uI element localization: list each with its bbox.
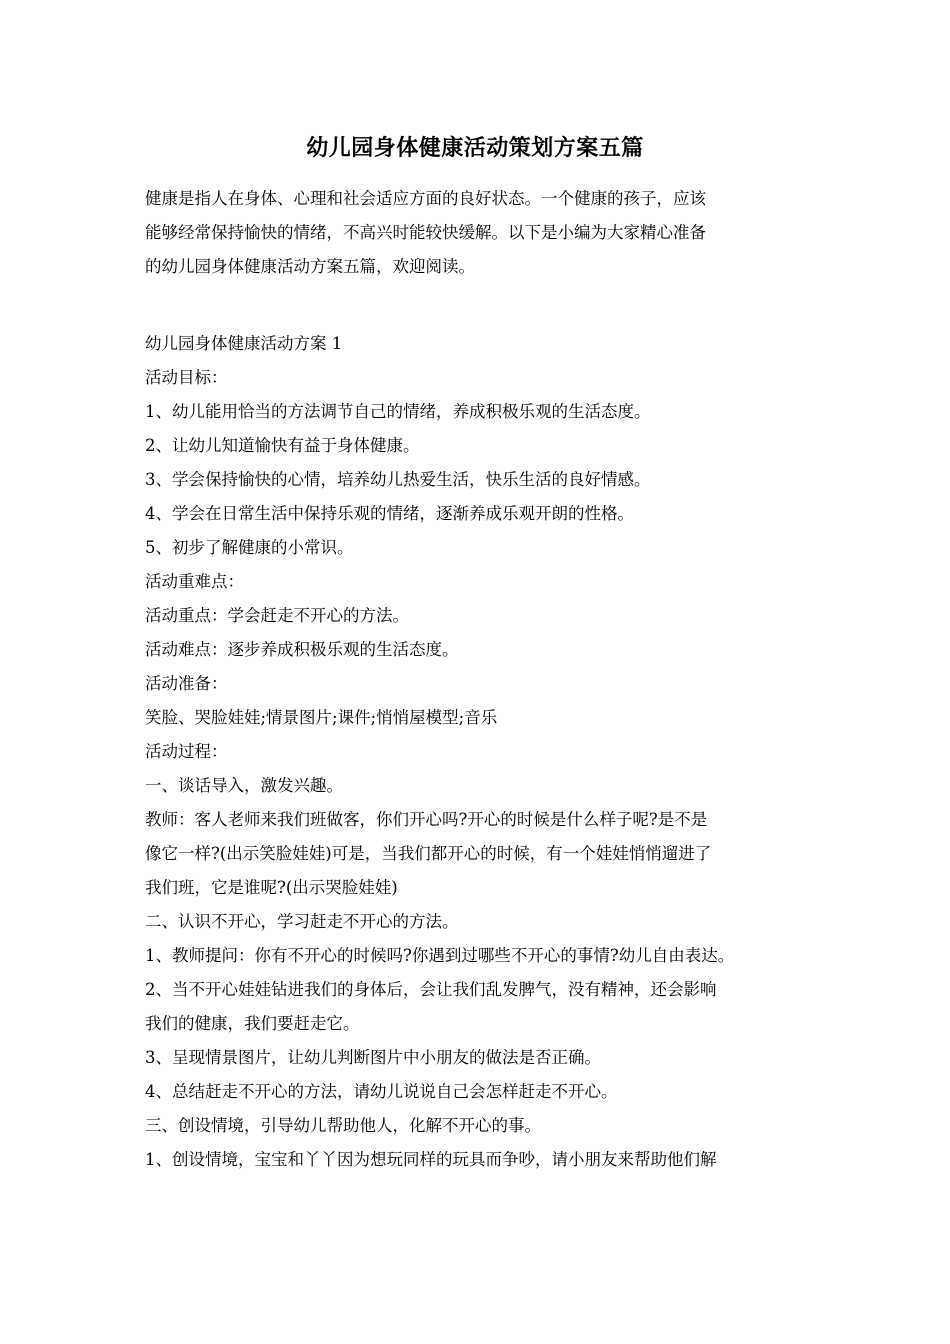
body-line: 一、谈话导入，激发兴趣。	[145, 776, 343, 795]
intro-paragraph	[145, 182, 815, 284]
body-line: 活动准备：	[145, 674, 228, 693]
intro-line: 健康是指人在身体、心理和社会适应方面的良好状态。一个健康的孩子，应该	[145, 189, 706, 208]
body-line: 2、让幼儿知道愉快有益于身体健康。	[145, 436, 420, 455]
body-line: 三、创设情境，引导幼儿帮助他人，化解不开心的事。	[145, 1116, 541, 1135]
body-line: 3、学会保持愉快的心情，培养幼儿热爱生活，快乐生活的良好情感。	[145, 470, 651, 489]
body-line: 1、教师提问：你有不开心的时候吗?你遇到过哪些不开心的事情?幼儿自由表达。	[145, 946, 735, 965]
body-line: 活动难点：逐步养成积极乐观的生活态度。	[145, 640, 459, 659]
body-line: 像它一样?(出示笑脸娃娃)可是，当我们都开心的时候，有一个娃娃悄悄遛进了	[145, 844, 712, 863]
body-line: 教师：客人老师来我们班做客，你们开心吗?开心的时候是什么样子呢?是不是	[145, 810, 708, 829]
body-line: 1、幼儿能用恰当的方法调节自己的情绪，养成积极乐观的生活态度。	[145, 402, 651, 421]
body-line: 4、学会在日常生活中保持乐观的情绪，逐渐养成乐观开朗的性格。	[145, 504, 634, 523]
body-line: 活动过程：	[145, 742, 228, 761]
body-line: 二、认识不开心，学习赶走不开心的方法。	[145, 912, 459, 931]
body-line: 我们班，它是谁呢?(出示哭脸娃娃)	[145, 878, 398, 897]
body-line: 笑脸、哭脸娃娃;情景图片;课件;悄悄屋模型;音乐	[145, 708, 498, 727]
body-line: 4、总结赶走不开心的方法，请幼儿说说自己会怎样赶走不开心。	[145, 1082, 618, 1101]
intro-line: 的幼儿园身体健康活动方案五篇，欢迎阅读。	[145, 257, 475, 276]
body-line: 5、初步了解健康的小常识。	[145, 538, 354, 557]
body-line: 活动目标：	[145, 368, 228, 387]
intro-line: 能够经常保持愉快的情绪，不高兴时能较快缓解。以下是小编为大家精心准备	[145, 223, 706, 242]
section-heading: 幼儿园身体健康活动方案 1	[145, 334, 343, 353]
body-line: 活动重难点：	[145, 572, 244, 591]
body-line: 2、当不开心娃娃钻进我们的身体后，会让我们乱发脾气，没有精神，还会影响	[145, 980, 717, 999]
body-line: 我们的健康，我们要赶走它。	[145, 1014, 360, 1033]
document-title: 幼儿园身体健康活动策划方案五篇	[306, 135, 644, 161]
body-line: 1、创设情境，宝宝和丫丫因为想玩同样的玩具而争吵，请小朋友来帮助他们解	[145, 1150, 717, 1169]
body-line: 活动重点：学会赶走不开心的方法。	[145, 606, 409, 625]
document-body	[145, 327, 825, 1177]
body-line: 3、呈现情景图片，让幼儿判断图片中小朋友的做法是否正确。	[145, 1048, 601, 1067]
